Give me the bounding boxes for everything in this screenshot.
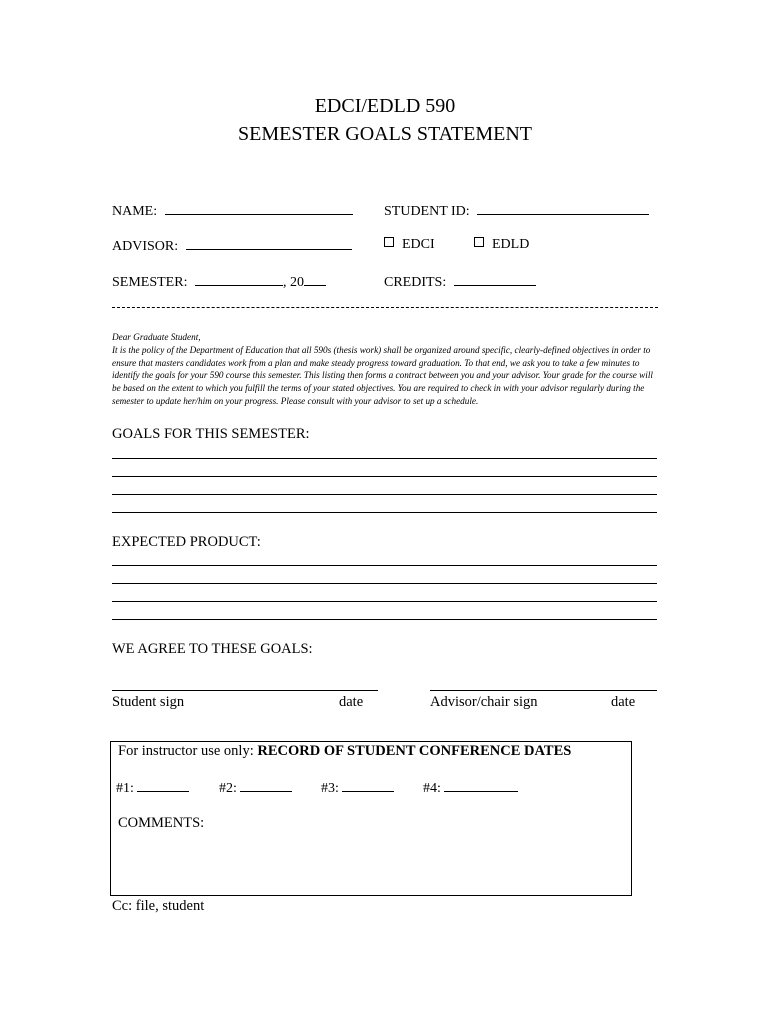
edci-option[interactable] — [384, 237, 435, 253]
advisor-label: ADVISOR: — [112, 239, 179, 254]
conference-date-2[interactable] — [219, 779, 292, 797]
advisor-date-label: date — [611, 694, 636, 710]
semester-year-prefix: , 20 — [282, 275, 304, 290]
form-title-line-2: SEMESTER GOALS STATEMENT — [238, 123, 532, 145]
goals-line[interactable] — [112, 512, 657, 513]
conference-date-4[interactable] — [423, 779, 518, 797]
letter-body: It is the policy of the Department of Education that all 590s (thesis work) shall be organized around specific, clearly-defined objectives in order to ensure that masters candidates work from a plan and make steady progress toward graduation. To that end, we ask you to take a few minutes to identify the goals for your 590 course this semester. This listing then forms a contract between you and your advisor. Your grade for the course will be based on the extent to which you fulfill the terms of your stated objectives. You are required to check in with your advisor regularly during the semester to update her/him on your progress. Please consult with your advisor to set up a schedule. — [112, 344, 653, 406]
form-title-line-1: EDCI/EDLD 590 — [314, 95, 456, 117]
advisor-blank[interactable] — [186, 237, 352, 250]
credits-blank[interactable] — [454, 273, 536, 286]
name-label: NAME: — [112, 204, 158, 219]
policy-letter — [112, 331, 657, 408]
conference-date-4-blank[interactable] — [444, 779, 518, 792]
conference-date-3[interactable] — [321, 779, 394, 797]
conference-date-3-label: #3: — [321, 781, 339, 796]
conference-date-2-label: #2: — [219, 781, 237, 796]
semester-label: SEMESTER: — [112, 275, 188, 290]
conference-date-2-blank[interactable] — [240, 779, 292, 792]
comments-label: COMMENTS: — [118, 815, 205, 831]
product-heading: EXPECTED PRODUCT: — [112, 534, 261, 550]
conference-date-1-blank[interactable] — [137, 779, 189, 792]
instructor-box-prefix: For instructor use only: — [118, 743, 258, 759]
agree-heading: WE AGREE TO THESE GOALS: — [112, 641, 313, 657]
advisor-sign-label: Advisor/chair sign — [430, 694, 538, 710]
product-line[interactable] — [112, 565, 657, 566]
semester-field[interactable] — [112, 273, 326, 291]
conference-date-1[interactable] — [116, 779, 189, 797]
conference-dates-title: RECORD OF STUDENT CONFERENCE DATES — [257, 743, 572, 759]
product-line[interactable] — [112, 601, 657, 602]
product-line[interactable] — [112, 619, 657, 620]
product-line[interactable] — [112, 583, 657, 584]
edld-option[interactable] — [474, 237, 529, 253]
edld-checkbox[interactable] — [474, 237, 484, 247]
credits-field[interactable] — [384, 273, 536, 291]
student-id-blank[interactable] — [477, 202, 649, 215]
advisor-field[interactable] — [112, 237, 352, 255]
instructor-box-heading — [118, 743, 571, 760]
goals-line[interactable] — [112, 476, 657, 477]
advisor-signature-line[interactable] — [430, 690, 657, 691]
semester-blank[interactable] — [195, 273, 283, 286]
student-sign-label: Student sign — [112, 694, 185, 710]
goals-heading: GOALS FOR THIS SEMESTER: — [112, 426, 310, 442]
conference-date-4-label: #4: — [423, 781, 441, 796]
semester-year-blank[interactable] — [304, 273, 326, 286]
cc-line: Cc: file, student — [112, 898, 205, 914]
student-date-label: date — [339, 694, 364, 710]
name-blank[interactable] — [165, 202, 353, 215]
goals-line[interactable] — [112, 458, 657, 459]
conference-date-3-blank[interactable] — [342, 779, 394, 792]
goals-line[interactable] — [112, 494, 657, 495]
edci-label: EDCI — [402, 237, 435, 252]
student-signature-line[interactable] — [112, 690, 378, 691]
edld-label: EDLD — [492, 237, 530, 252]
student-id-label: STUDENT ID: — [384, 204, 470, 219]
credits-label: CREDITS: — [384, 275, 447, 290]
letter-salutation: Dear Graduate Student, — [112, 332, 201, 342]
conference-date-1-label: #1: — [116, 781, 134, 796]
dashed-divider — [112, 307, 658, 308]
name-field[interactable] — [112, 202, 353, 220]
student-id-field[interactable] — [384, 202, 649, 220]
edci-checkbox[interactable] — [384, 237, 394, 247]
